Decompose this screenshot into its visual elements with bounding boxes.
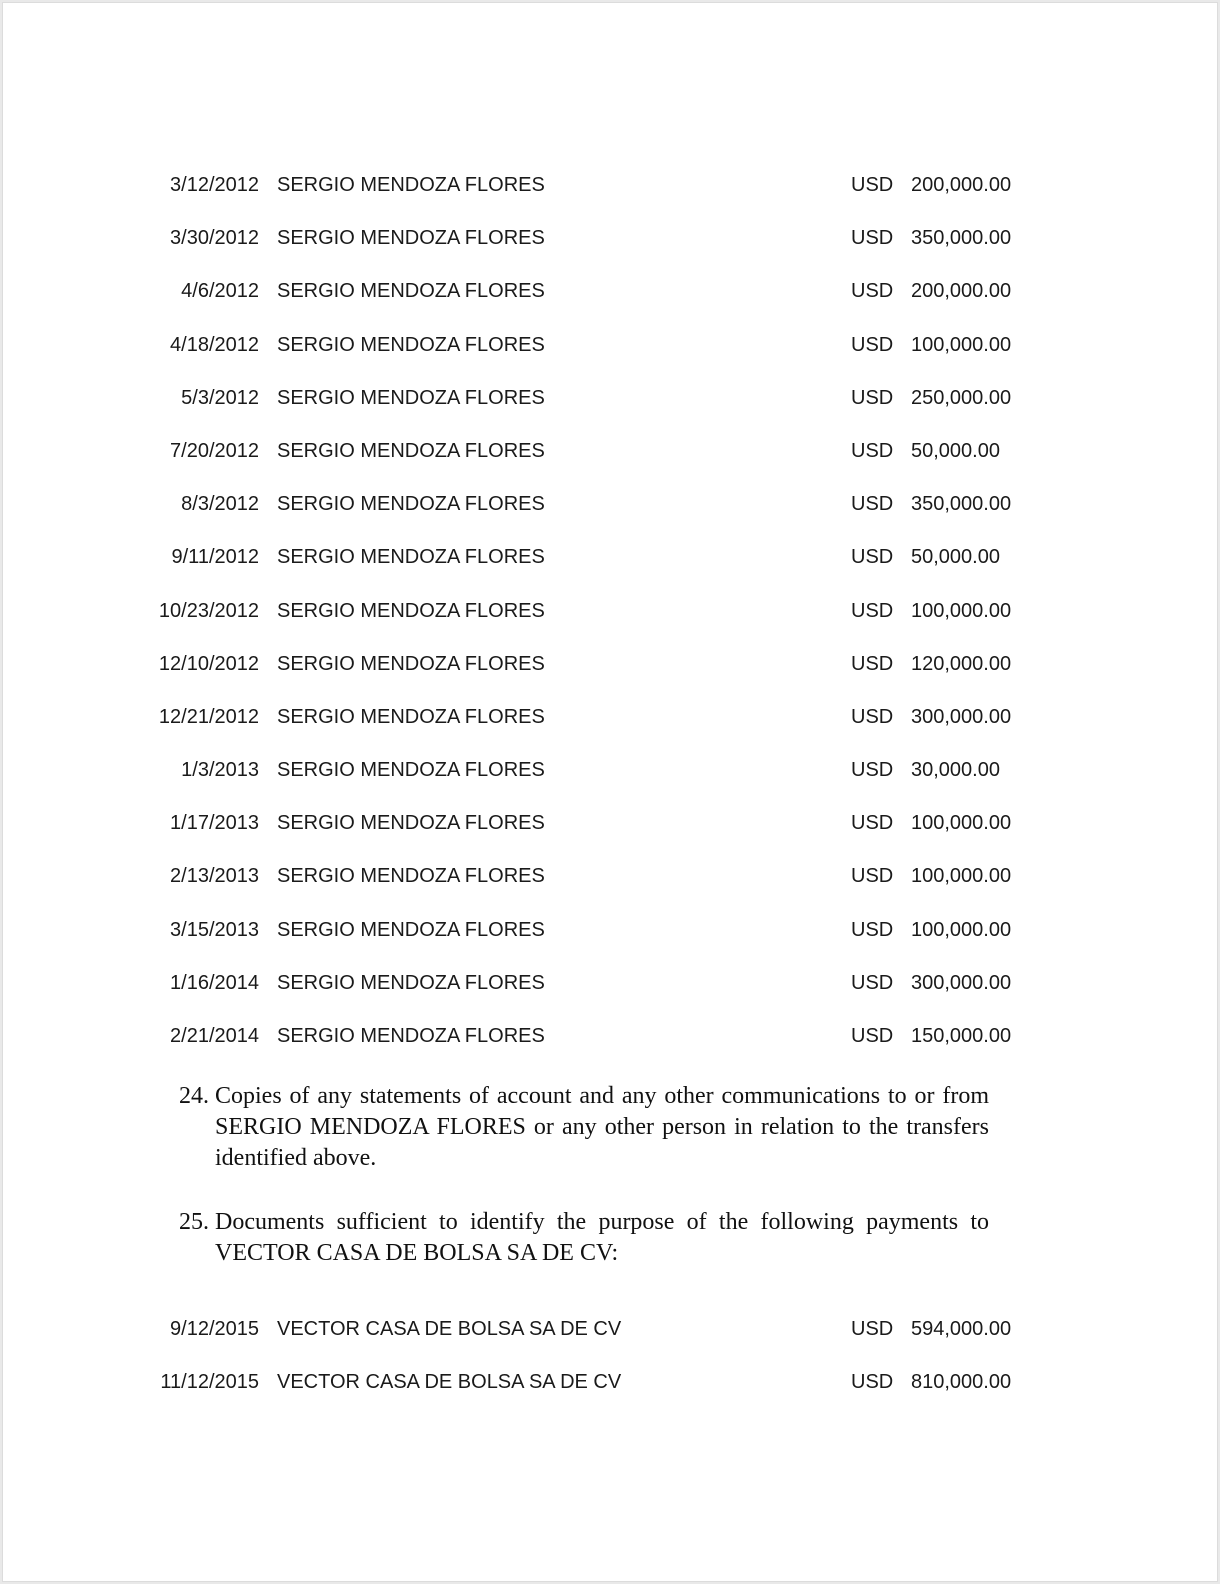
payee-cell: SERGIO MENDOZA FLORES xyxy=(277,333,545,356)
table-row xyxy=(3,706,1217,759)
amount-cell: 350,000.00 xyxy=(911,227,1012,250)
table-row xyxy=(3,546,1217,599)
date-cell: 10/23/2012 xyxy=(158,599,259,622)
amount-cell: 810,000.00 xyxy=(911,1371,1012,1394)
payee-cell: SERGIO MENDOZA FLORES xyxy=(277,918,545,941)
payee-cell: SERGIO MENDOZA FLORES xyxy=(277,971,545,994)
amount-cell: 300,000.00 xyxy=(911,971,1012,994)
currency-cell: USD xyxy=(851,493,894,516)
table-row xyxy=(3,440,1217,493)
document-page xyxy=(2,2,1218,1582)
currency-cell: USD xyxy=(851,971,894,994)
request-item-24 xyxy=(179,1081,989,1174)
date-cell: 1/3/2013 xyxy=(181,759,259,782)
currency-cell: USD xyxy=(851,439,894,462)
amount-cell: 100,000.00 xyxy=(911,918,1012,941)
payee-cell: SERGIO MENDOZA FLORES xyxy=(277,705,545,728)
currency-cell: USD xyxy=(851,1025,894,1047)
currency-cell: USD xyxy=(851,599,894,622)
date-cell: 1/17/2013 xyxy=(170,812,259,835)
date-cell: 2/21/2014 xyxy=(170,1025,259,1047)
currency-cell: USD xyxy=(851,227,894,250)
table-row xyxy=(3,1025,1217,1078)
payee-cell: VECTOR CASA DE BOLSA SA DE CV xyxy=(277,1371,622,1394)
amount-cell: 120,000.00 xyxy=(911,652,1012,675)
amount-cell: 200,000.00 xyxy=(911,174,1012,196)
date-cell: 4/18/2012 xyxy=(170,333,259,356)
date-cell: 5/3/2012 xyxy=(181,386,259,409)
table-row xyxy=(3,334,1217,387)
payee-cell: VECTOR CASA DE BOLSA SA DE CV xyxy=(277,1318,622,1340)
payee-cell: SERGIO MENDOZA FLORES xyxy=(277,599,545,622)
currency-cell: USD xyxy=(851,174,894,196)
amount-cell: 50,000.00 xyxy=(911,439,1000,462)
date-cell: 11/12/2015 xyxy=(160,1371,259,1394)
payee-cell: SERGIO MENDOZA FLORES xyxy=(277,1025,545,1047)
payee-cell: SERGIO MENDOZA FLORES xyxy=(277,759,545,782)
currency-cell: USD xyxy=(851,1371,894,1394)
date-cell: 3/15/2013 xyxy=(170,918,259,941)
table-row xyxy=(3,1318,1217,1371)
currency-cell: USD xyxy=(851,705,894,728)
date-cell: 3/12/2012 xyxy=(170,174,259,196)
date-cell: 1/16/2014 xyxy=(170,971,259,994)
payee-cell: SERGIO MENDOZA FLORES xyxy=(277,865,545,888)
payee-cell: SERGIO MENDOZA FLORES xyxy=(277,386,545,409)
table-row xyxy=(3,653,1217,706)
currency-cell: USD xyxy=(851,652,894,675)
amount-cell: 250,000.00 xyxy=(911,386,1012,409)
amount-cell: 594,000.00 xyxy=(911,1318,1012,1340)
payments-table-vector xyxy=(3,1318,1217,1424)
amount-cell: 150,000.00 xyxy=(911,1025,1012,1047)
item-number: 25. xyxy=(179,1209,209,1235)
amount-cell: 100,000.00 xyxy=(911,333,1012,356)
amount-cell: 100,000.00 xyxy=(911,599,1012,622)
table-row xyxy=(3,387,1217,440)
payee-cell: SERGIO MENDOZA FLORES xyxy=(277,812,545,835)
currency-cell: USD xyxy=(851,759,894,782)
item-text: Copies of any statements of account and any other communications to or from SERGIO MENDOZA FLORES or any other person in relation to the transfers identified above. xyxy=(215,1083,989,1171)
currency-cell: USD xyxy=(851,918,894,941)
item-number: 24. xyxy=(179,1083,209,1109)
payee-cell: SERGIO MENDOZA FLORES xyxy=(277,652,545,675)
payee-cell: SERGIO MENDOZA FLORES xyxy=(277,227,545,250)
table-row xyxy=(3,227,1217,280)
date-cell: 12/21/2012 xyxy=(158,705,259,728)
payee-cell: SERGIO MENDOZA FLORES xyxy=(277,280,545,303)
table-row xyxy=(3,280,1217,333)
currency-cell: USD xyxy=(851,333,894,356)
table-row xyxy=(3,972,1217,1025)
payee-cell: SERGIO MENDOZA FLORES xyxy=(277,439,545,462)
amount-cell: 30,000.00 xyxy=(911,759,1000,782)
item-text: Documents sufficient to identify the purpose of the following payments to VECTOR CASA DE BOLSA SA DE CV: xyxy=(215,1209,989,1266)
amount-cell: 100,000.00 xyxy=(911,812,1012,835)
table-row xyxy=(3,174,1217,227)
table-row xyxy=(3,600,1217,653)
currency-cell: USD xyxy=(851,280,894,303)
date-cell: 9/11/2012 xyxy=(171,546,259,569)
date-cell: 4/6/2012 xyxy=(181,280,259,303)
transfers-table-sergio xyxy=(3,174,1217,1078)
currency-cell: USD xyxy=(851,1318,894,1340)
date-cell: 2/13/2013 xyxy=(170,865,259,888)
table-row xyxy=(3,1371,1217,1424)
currency-cell: USD xyxy=(851,865,894,888)
date-cell: 3/30/2012 xyxy=(170,227,259,250)
request-item-25 xyxy=(179,1207,989,1269)
date-cell: 12/10/2012 xyxy=(158,652,259,675)
currency-cell: USD xyxy=(851,812,894,835)
amount-cell: 200,000.00 xyxy=(911,280,1012,303)
payee-cell: SERGIO MENDOZA FLORES xyxy=(277,546,545,569)
table-row xyxy=(3,812,1217,865)
date-cell: 8/3/2012 xyxy=(181,493,259,516)
table-row xyxy=(3,493,1217,546)
table-row xyxy=(3,759,1217,812)
amount-cell: 50,000.00 xyxy=(911,546,1000,569)
currency-cell: USD xyxy=(851,386,894,409)
table-row xyxy=(3,919,1217,972)
payee-cell: SERGIO MENDOZA FLORES xyxy=(277,174,545,196)
amount-cell: 350,000.00 xyxy=(911,493,1012,516)
date-cell: 7/20/2012 xyxy=(170,439,259,462)
table-row xyxy=(3,865,1217,918)
currency-cell: USD xyxy=(851,546,894,569)
amount-cell: 100,000.00 xyxy=(911,865,1012,888)
amount-cell: 300,000.00 xyxy=(911,705,1012,728)
payee-cell: SERGIO MENDOZA FLORES xyxy=(277,493,545,516)
date-cell: 9/12/2015 xyxy=(170,1318,259,1340)
